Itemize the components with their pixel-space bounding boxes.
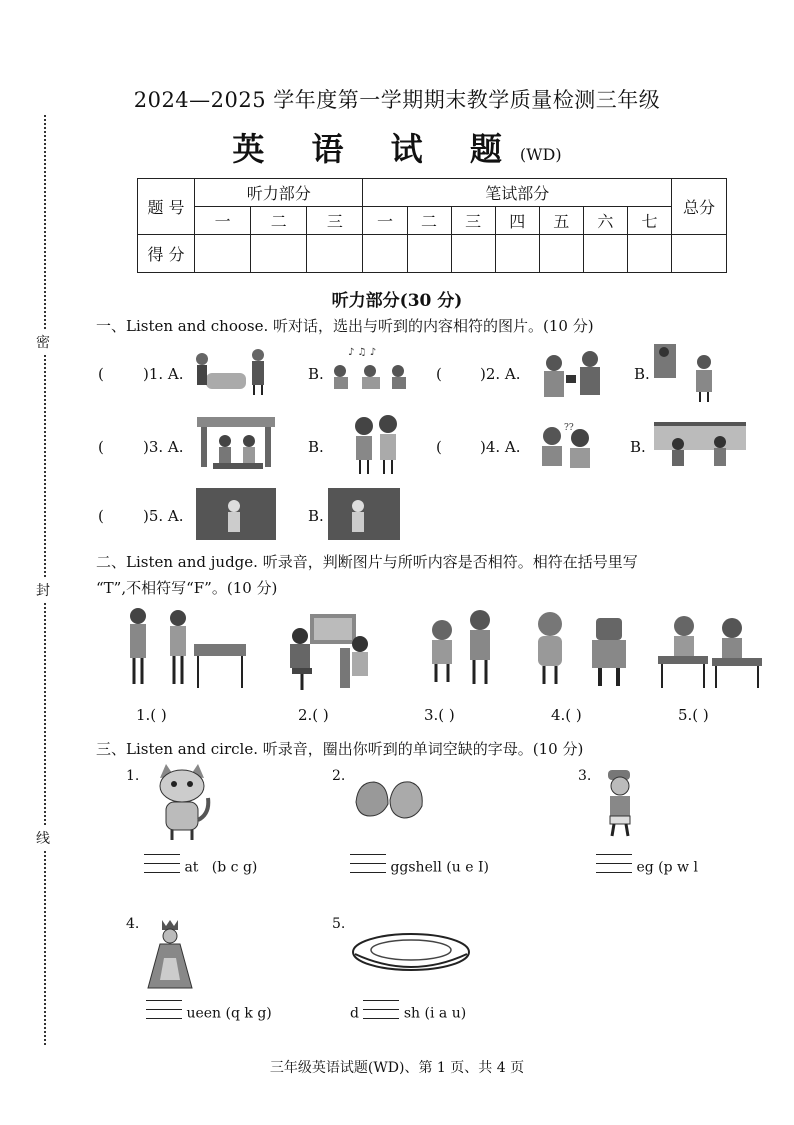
word-tail: at [184,859,199,876]
circle-item-2-number: 2. [332,768,346,784]
cat-image [152,764,212,844]
q1-option-b: B. [308,365,324,383]
q2-option-b: B. [634,365,650,383]
blank[interactable] [363,1000,399,1027]
blank[interactable] [146,1000,182,1027]
q3-option-b-image [348,412,404,478]
q1-label: )1. A. [143,365,184,383]
circle-row-1-3 [596,854,698,881]
col-w4: 四 [495,207,539,235]
word-tail: ueen [186,1005,222,1022]
q5-option-b-image [328,488,400,540]
judge-image-1 [124,604,250,690]
q4-label: )4. A. [480,438,521,456]
judge-blank-5[interactable]: 5.( ) [678,706,709,724]
q4-option-b-image [652,418,748,470]
score-cell[interactable] [539,235,583,273]
q4-option-b: B. [630,438,646,456]
blank[interactable] [144,854,180,881]
paren: ( [98,365,104,383]
q3-label: )3. A. [143,438,184,456]
circle-row-2-1 [146,1000,272,1027]
circle-row-2-2 [350,1000,466,1027]
row-label-number: 题 号 [138,179,195,235]
part3-instruction: 三、Listen and circle. 听录音，圈出你听到的单词空缺的字母。(10 分) [96,740,584,758]
col-l2: 二 [251,207,307,235]
score-cell[interactable] [495,235,539,273]
circle-item-1-number: 1. [126,768,140,784]
margin-char-xian: 线 [36,826,50,850]
exam-header: 2024—2025 学年度第一学期期末教学质量检测三年级 [133,88,661,112]
score-cell[interactable] [195,235,251,273]
judge-blank-2[interactable]: 2.( ) [298,706,329,724]
judge-image-5 [656,608,766,692]
dish-image [350,930,472,980]
q2-label: )2. A. [480,365,521,383]
score-cell[interactable] [363,235,407,273]
q2-option-a-image [536,345,612,405]
judge-blank-3[interactable]: 3.( ) [424,706,455,724]
eggshell-image [352,776,428,822]
judge-blank-4[interactable]: 4.( ) [551,706,582,724]
col-w2: 二 [407,207,451,235]
part2-instruction-2: “T”,不相符写“F”。(10 分) [96,579,278,597]
col-w1: 一 [363,207,407,235]
col-l3: 三 [307,207,363,235]
col-w7: 七 [627,207,671,235]
q4-option-a-image [536,420,596,474]
row-label-score: 得 分 [138,235,195,273]
margin-char-mi: 密 [36,330,50,354]
q2-option-b-image [652,342,722,404]
blank[interactable] [596,854,632,881]
word-tail: ggshell [390,859,442,876]
circle-item-3-number: 3. [578,768,592,784]
score-cell[interactable] [251,235,307,273]
col-w6: 六 [583,207,627,235]
letter-options[interactable]: (u e I) [446,859,489,876]
page-footer: 三年级英语试题(WD)、第 1 页、共 4 页 [269,1060,525,1076]
leg-image [598,768,642,838]
paren: ( [436,365,442,383]
col-w3: 三 [451,207,495,235]
paren: ( [98,438,104,456]
circle-row-1-2 [350,854,489,881]
exam-title [0,124,794,170]
score-table [137,178,727,273]
judge-image-2 [286,610,382,694]
paren: ( [98,507,104,525]
q1-option-b-image [326,345,410,395]
part1-instruction: 一、Listen and choose. 听对话，选出与听到的内容相符的图片。(10 分) [96,317,594,335]
score-cell[interactable] [627,235,671,273]
q1-option-a-image [192,345,272,397]
listening-header: 听力部分 [195,179,363,207]
col-l1: 一 [195,207,251,235]
q3-option-b: B. [308,438,324,456]
judge-blank-1[interactable]: 1.( ) [136,706,167,724]
written-header: 笔试部分 [363,179,672,207]
letter-options[interactable]: (q k g) [225,1005,272,1022]
judge-image-3 [420,606,508,688]
q5-option-b: B. [308,507,324,525]
circle-item-4-number: 4. [126,916,140,932]
margin-char-feng: 封 [36,578,50,602]
queen-image [146,918,194,992]
letter-options[interactable]: (b c g) [211,859,258,876]
score-cell[interactable] [672,235,727,273]
word-head: d [350,1005,359,1022]
paren: ( [436,438,442,456]
total-header: 总分 [672,179,727,235]
svg-text:♪ ♫ ♪: ♪ ♫ ♪ [348,347,377,358]
q5-option-a-image [196,488,276,540]
word-tail: eg [636,859,654,876]
listening-section-title: 听力部分(30 分) [331,291,463,311]
letter-options[interactable]: (p w l [658,859,698,876]
circle-row-1-1 [144,854,257,881]
part2-instruction-1: 二、Listen and judge. 听录音，判断图片与所听内容是否相符。相符在括号里写 [96,553,638,571]
score-cell[interactable] [583,235,627,273]
score-cell[interactable] [407,235,451,273]
title-code: (WD) [519,145,562,164]
blank[interactable] [350,854,386,881]
q5-label: )5. A. [143,507,184,525]
judge-image-4 [524,604,640,690]
word-tail: sh [403,1005,421,1022]
score-cell[interactable] [451,235,495,273]
col-w5: 五 [539,207,583,235]
score-cell[interactable] [307,235,363,273]
circle-item-5-number: 5. [332,916,346,932]
title-text: 英 语 试 题 [232,130,520,168]
svg-text:??: ?? [564,423,574,433]
letter-options[interactable]: (i a u) [424,1005,467,1022]
q3-option-a-image [195,415,277,473]
